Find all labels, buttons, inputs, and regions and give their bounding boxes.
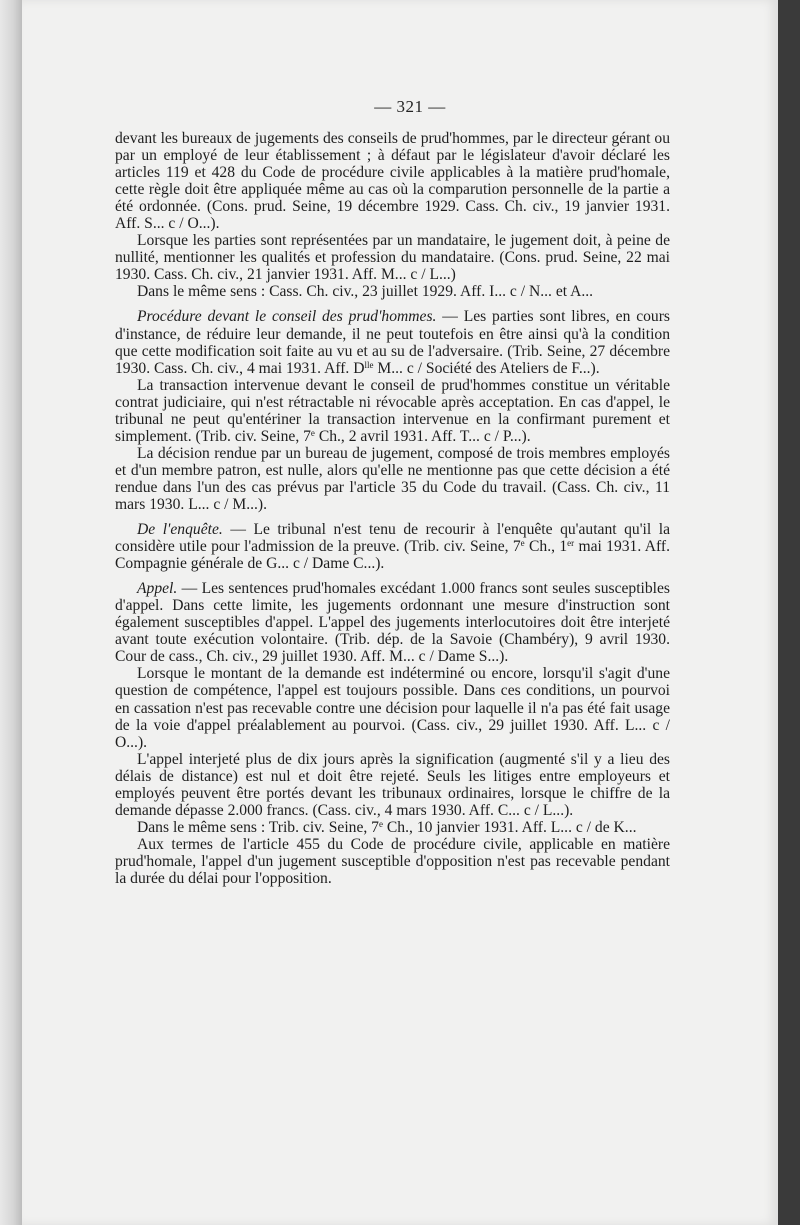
book-page — [22, 0, 778, 1225]
paragraph: Dans le même sens : Trib. civ. Seine, 7e Ch., 10 janvier 1931. Aff. L... c / de K... — [137, 818, 637, 836]
page-body — [115, 130, 670, 887]
section-paragraph: De l'enquête. — Le tribunal n'est tenu de recourir à l'enquête qu'autant qu'il la considère utile pour l'admission de la preuve. (Trib. civ. Seine, 7e Ch., 1er mai 1931. Aff. Compagnie générale de G... c / Dame C...). — [115, 521, 670, 573]
paragraph: Lorsque le montant de la demande est indéterminé ou encore, lorsqu'il s'agit d'une question de compétence, l'appel est toujours possible. Dans ces conditions, un pourvoi en cassation n'est pas recevable contre une décision pour laquelle il n'a pas été fait usage de la voie d'appel préalablement au pourvoi. (Cass. civ., 29 juillet 1930. Aff. L... c / O...). — [115, 665, 670, 751]
section-heading: Procédure devant le conseil des prud'hommes. — [137, 308, 437, 326]
paragraph: La transaction intervenue devant le conseil de prud'hommes constitue un véritable contrat judiciaire, qui n'est rétractable ni révocable après acceptation. En cas d'appel, le tribunal ne peut qu'entériner la transaction intervenue en la confirmant purement et simplement. (Trib. civ. Seine, 7e Ch., 2 avril 1931. Aff. T... c / P...). — [115, 376, 670, 445]
paragraph: Lorsque les parties sont représentées par un mandataire, le jugement doit, à peine de nullité, mentionner les qualités et profession du mandataire. (Cons. prud. Seine, 22 mai 1930. Cass. Ch. civ., 21 janvier 1931. Aff. M... c / L...) — [115, 232, 670, 284]
paragraph: Aux termes de l'article 455 du Code de procédure civile, applicable en matière prud'homale, l'appel d'un jugement susceptible d'opposition n'est pas recevable pendant la durée du délai pour l'opposition. — [115, 835, 670, 887]
book-spine — [0, 0, 22, 1225]
paragraph: L'appel interjeté plus de dix jours après la signification (augmenté s'il y a lieu des délais de distance) est nul et doit être rejeté. Seuls les litiges entre employeurs et employés peuvent être portés devant les tribunaux ordinaires, lorsque le chiffre de la demande dépasse 2.000 francs. (Cass. civ., 4 mars 1930. Aff. C... c / L...). — [115, 750, 670, 819]
section-paragraph: Procédure devant le conseil des prud'hommes. — Les parties sont libres, en cours d'instance, de réduire leur demande, il ne peut toutefois en être ainsi qu'à la condition que cette modification soit faite au vu et au su de l'adversaire. (Trib. Seine, 27 décembre 1930. Cass. Ch. civ., 4 mai 1931. Aff. $D^{lle}$ M... c / Société des Ateliers de F...). — [115, 308, 670, 377]
paragraph: devant les bureaux de jugements des conseils de prud'hommes, par le directeur gérant ou par un employé de leur établissement ; à défaut par le législateur d'avoir déclaré les articles 119 et 428 du Code de procédure civile applicables à la matière prud'homale, cette règle doit être appliquée même au cas où la comparution personnelle de la partie a été ordonnée. (Cons. prud. Seine, 19 décembre 1929. Cass. Ch. civ., 19 janvier 1931. Aff. S... c / O...). — [115, 130, 670, 233]
page-number: — 321 — — [374, 97, 446, 116]
section-heading: Appel. — [137, 580, 178, 598]
section-heading: De l'enquête. — [137, 521, 223, 539]
paragraph: Dans le même sens : Cass. Ch. civ., 23 juillet 1929. Aff. I... c / N... et A... — [137, 283, 594, 301]
paragraph: La décision rendue par un bureau de jugement, composé de trois membres employés et d'un membre patron, est nulle, alors qu'elle ne mentionne pas que cette décision a été rendue dans l'un des cas prévus par l'article 35 du Code du travail. (Cass. Ch. civ., 11 mars 1930. L... c / M...). — [115, 444, 670, 513]
section-paragraph: Appel. — Les sentences prud'homales excédant 1.000 francs sont seules susceptibles d'appel. Dans cette limite, les jugements ordonnant une mesure d'instruction sont également susceptibles d'appel. L'appel des jugements interlocutoires doit être interjeté avant toute exécution volontaire. (Trib. dép. de la Savoie (Chambéry), 9 avril 1930. Cour de cass., Ch. civ., 29 juillet 1930. Aff. M... c / Dame S...). — [115, 580, 670, 666]
